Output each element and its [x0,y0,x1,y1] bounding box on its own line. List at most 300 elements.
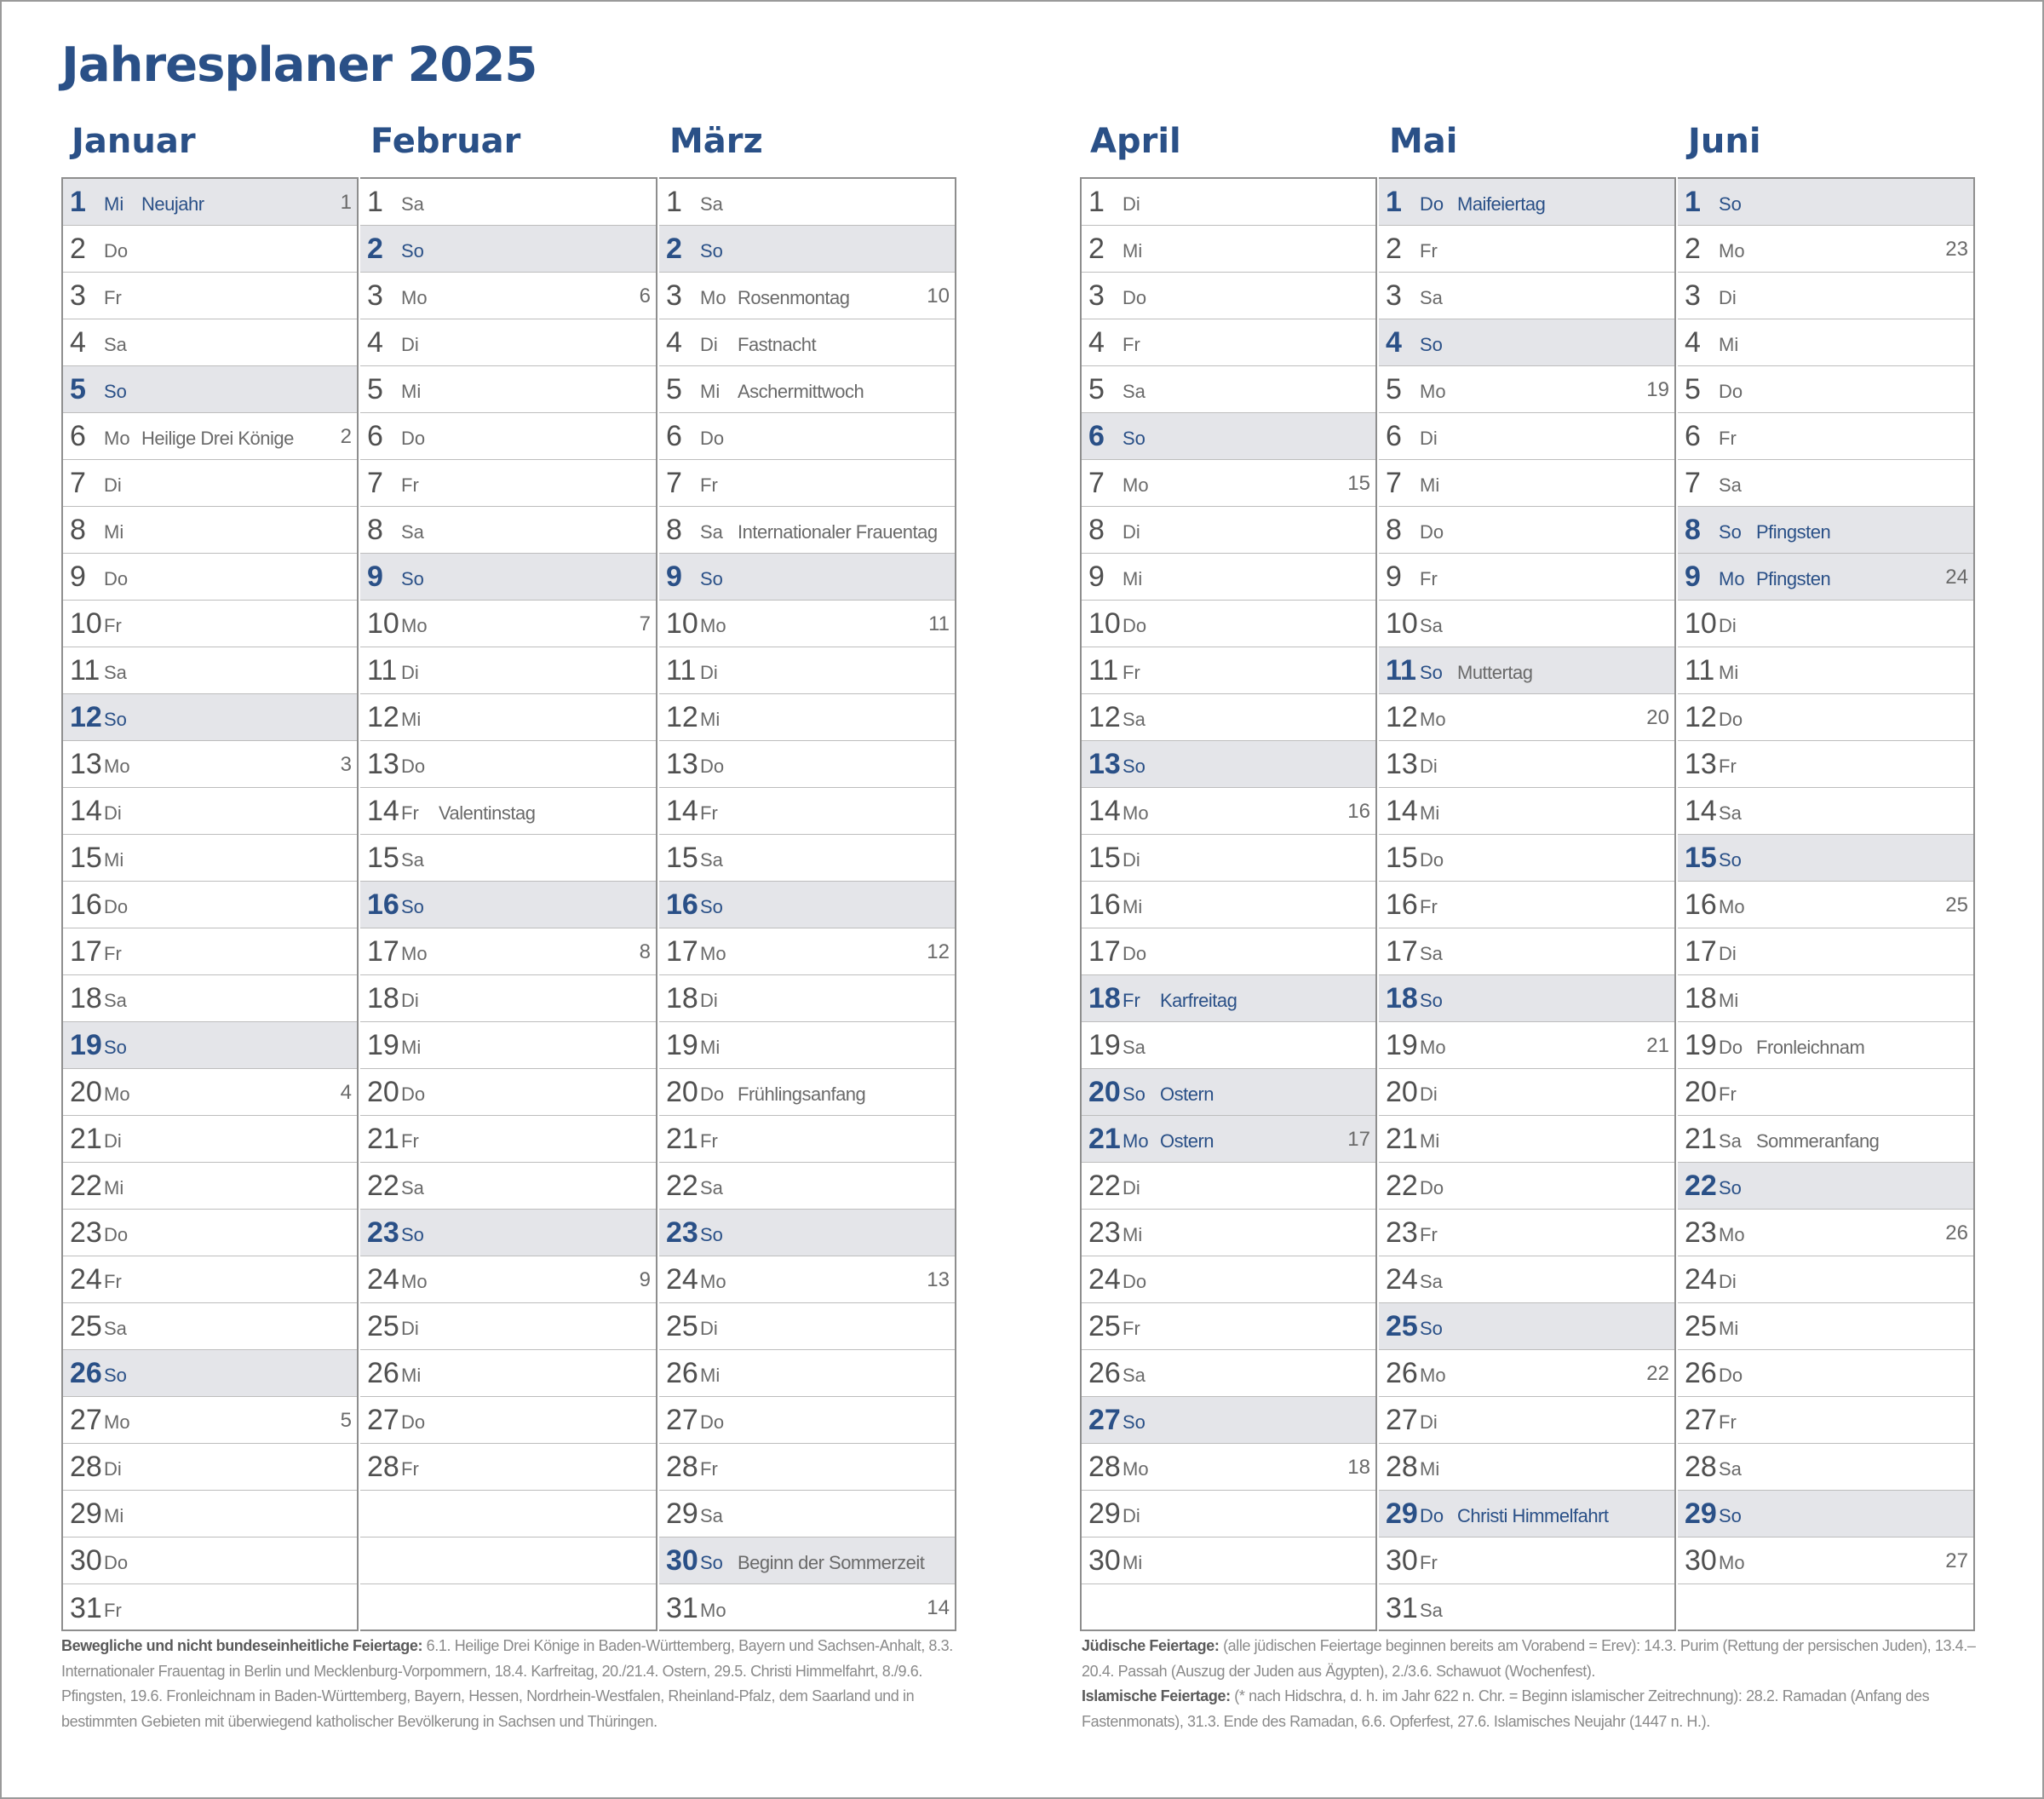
day-row[interactable] [1678,1444,1973,1491]
day-row[interactable] [360,1397,656,1444]
day-number: 4 [666,326,682,359]
day-row[interactable] [1082,226,1375,273]
day-row[interactable] [63,1022,357,1069]
day-row[interactable] [360,1491,656,1537]
day-row[interactable] [360,460,656,507]
day-row[interactable] [63,413,357,460]
weekday: Fr [1719,1411,1737,1433]
day-row[interactable] [1082,554,1375,601]
weekday: Sa [700,521,723,543]
weekday: Mi [1719,990,1739,1011]
day-row[interactable] [1082,507,1375,554]
weekday: So [1122,428,1145,449]
day-row[interactable] [63,694,357,741]
day-row[interactable] [1379,1210,1674,1256]
day-row[interactable] [1678,1584,1973,1631]
day-row[interactable] [1678,694,1973,741]
day-row[interactable] [360,366,656,413]
day-number: 12 [70,701,102,733]
day-number: 31 [70,1591,102,1624]
weekday: Di [700,334,718,355]
day-row[interactable] [63,1444,357,1491]
weekday: Mi [104,521,124,543]
day-row[interactable] [1678,1210,1973,1256]
weekday: Sa [1719,1130,1742,1152]
weekday: Di [104,474,122,496]
day-row[interactable] [659,413,955,460]
day-row[interactable] [1678,366,1973,413]
day-event: Neujahr [141,193,204,215]
day-number: 26 [70,1357,102,1389]
weekday: So [1719,193,1742,215]
day-row[interactable] [1082,1350,1375,1397]
day-number: 28 [1088,1451,1121,1483]
week-number: 23 [1945,238,1968,261]
day-row[interactable] [659,507,955,554]
day-row[interactable] [1082,460,1375,507]
day-row[interactable] [1082,928,1375,975]
day-row[interactable] [1082,1256,1375,1303]
day-row[interactable] [1379,273,1674,319]
day-number: 29 [70,1497,102,1530]
day-number: 5 [70,373,86,405]
day-row[interactable] [63,366,357,413]
day-number: 28 [1386,1451,1418,1483]
day-number: 10 [666,607,698,640]
day-row[interactable] [1082,1584,1375,1631]
day-row[interactable] [1379,1256,1674,1303]
day-row[interactable] [360,835,656,882]
day-row[interactable] [1082,835,1375,882]
day-row[interactable] [360,507,656,554]
day-number: 11 [1386,654,1416,687]
day-row[interactable] [1379,460,1674,507]
day-row[interactable] [1678,1350,1973,1397]
week-number: 8 [639,940,651,963]
day-row[interactable] [360,319,656,366]
day-row[interactable] [63,647,357,694]
day-row[interactable] [1082,1163,1375,1210]
day-row[interactable] [360,601,656,647]
day-number: 10 [367,607,399,640]
day-row[interactable] [360,694,656,741]
day-row[interactable] [659,741,955,788]
day-row[interactable] [1678,460,1973,507]
week-number: 10 [927,285,950,307]
day-row[interactable] [63,507,357,554]
day-row[interactable] [659,975,955,1022]
day-row[interactable] [1082,882,1375,928]
day-row[interactable] [1379,1397,1674,1444]
day-row[interactable] [1678,1491,1973,1537]
day-row[interactable] [1082,179,1375,226]
day-number: 1 [1386,186,1402,218]
month-0 [61,118,359,1631]
day-row[interactable] [1082,975,1375,1022]
day-row[interactable] [659,1584,955,1631]
weekday: Fr [700,802,718,824]
day-row[interactable] [360,1210,656,1256]
day-row[interactable] [659,1397,955,1444]
day-number: 2 [367,233,383,265]
weekday: So [1420,662,1443,683]
day-row[interactable] [1082,1397,1375,1444]
day-row[interactable] [63,273,357,319]
weekday: Do [401,1411,426,1433]
day-row[interactable] [1082,788,1375,835]
weekday: Di [401,1318,419,1339]
day-row[interactable] [63,741,357,788]
day-row[interactable] [1379,694,1674,741]
day-row[interactable] [360,928,656,975]
day-row[interactable] [63,1303,357,1350]
day-row[interactable] [1678,882,1973,928]
day-row[interactable] [1082,1537,1375,1584]
day-row[interactable] [659,1303,955,1350]
day-row[interactable] [360,273,656,319]
day-row[interactable] [1082,1022,1375,1069]
weekday: Mo [1420,1365,1446,1386]
weekday: Sa [104,334,127,355]
day-row[interactable] [659,273,955,319]
day-row[interactable] [63,1537,357,1584]
weekday: Mi [1719,1318,1739,1339]
day-row[interactable] [1379,835,1674,882]
day-number: 9 [367,560,383,593]
day-row[interactable] [659,601,955,647]
day-number: 17 [70,935,102,968]
day-row[interactable] [1678,647,1973,694]
day-number: 2 [1685,233,1701,265]
weekday: Sa [104,990,127,1011]
day-number: 30 [1386,1544,1418,1577]
week-number: 17 [1347,1128,1370,1151]
day-row[interactable] [63,928,357,975]
weekday: Fr [1420,896,1438,917]
week-number: 3 [340,753,352,776]
day-row[interactable] [659,1491,955,1537]
day-row[interactable] [1678,1537,1973,1584]
day-row[interactable] [63,554,357,601]
day-row[interactable] [63,788,357,835]
day-row[interactable] [1379,741,1674,788]
day-row[interactable] [1082,1303,1375,1350]
day-row[interactable] [360,1116,656,1163]
day-row[interactable] [360,975,656,1022]
day-row[interactable] [659,1256,955,1303]
weekday: So [1719,1177,1742,1198]
day-row[interactable] [1678,273,1973,319]
day-row[interactable] [63,1491,357,1537]
day-row[interactable] [63,1256,357,1303]
day-row[interactable] [360,1584,656,1631]
day-row[interactable] [360,226,656,273]
day-number: 9 [1386,560,1402,593]
weekday: Mo [1420,1037,1446,1058]
day-number: 26 [367,1357,399,1389]
day-row[interactable] [659,1210,955,1256]
day-row[interactable] [1678,1163,1973,1210]
day-row[interactable] [63,882,357,928]
day-number: 6 [666,420,682,452]
weekday: So [1420,1318,1443,1339]
month-grid [360,177,657,1631]
day-row[interactable] [1379,554,1674,601]
day-number: 21 [367,1123,399,1155]
weekday: Mo [104,1083,130,1105]
day-row[interactable] [63,1163,357,1210]
day-row[interactable] [63,1584,357,1631]
day-row[interactable] [659,1537,955,1584]
day-row[interactable] [1379,1350,1674,1397]
day-row[interactable] [63,1397,357,1444]
day-number: 1 [1685,186,1701,218]
weekday: Do [401,756,426,777]
day-number: 28 [70,1451,102,1483]
day-row[interactable] [659,1069,955,1116]
day-row[interactable] [1678,413,1973,460]
day-row[interactable] [1379,366,1674,413]
day-number: 7 [367,467,383,499]
day-row[interactable] [360,1022,656,1069]
day-row[interactable] [1082,319,1375,366]
day-number: 11 [666,654,697,687]
weekday: Fr [1420,1552,1438,1573]
day-row[interactable] [63,460,357,507]
day-number: 10 [1685,607,1717,640]
day-row[interactable] [659,460,955,507]
weekday: Mi [401,1365,422,1386]
day-number: 11 [1088,654,1119,687]
day-row[interactable] [360,1303,656,1350]
day-row[interactable] [1379,1163,1674,1210]
weekday: Sa [104,1318,127,1339]
day-row[interactable] [1379,179,1674,226]
month-grid [1379,177,1676,1631]
day-row[interactable] [1678,1303,1973,1350]
day-row[interactable] [360,1069,656,1116]
day-row[interactable] [1678,1116,1973,1163]
weekday: Sa [1122,1365,1145,1386]
day-row[interactable] [360,788,656,835]
day-number: 22 [666,1170,698,1202]
day-row[interactable] [1082,366,1375,413]
weekday: Do [1420,521,1444,543]
day-row[interactable] [659,1163,955,1210]
day-row[interactable] [1379,1303,1674,1350]
day-row[interactable] [1678,179,1973,226]
day-row[interactable] [1082,1069,1375,1116]
day-number: 13 [1685,748,1717,780]
day-row[interactable] [63,1069,357,1116]
weekday: So [104,709,127,730]
day-row[interactable] [659,647,955,694]
day-row[interactable] [360,179,656,226]
day-row[interactable] [360,882,656,928]
weekday: Mi [1420,1130,1440,1152]
day-row[interactable] [1082,647,1375,694]
day-row[interactable] [659,835,955,882]
day-row[interactable] [1082,1444,1375,1491]
day-row[interactable] [1379,1022,1674,1069]
day-row[interactable] [1082,1210,1375,1256]
day-row[interactable] [659,788,955,835]
day-row[interactable] [1678,601,1973,647]
day-row[interactable] [1082,273,1375,319]
day-number: 27 [70,1404,102,1436]
day-row[interactable] [63,319,357,366]
day-number: 25 [1088,1310,1121,1342]
day-row[interactable] [63,179,357,226]
day-row[interactable] [1379,1491,1674,1537]
day-number: 30 [1685,1544,1717,1577]
day-number: 20 [1685,1076,1717,1108]
month-4 [1379,118,1676,1631]
week-number: 13 [927,1268,950,1291]
day-row[interactable] [1082,694,1375,741]
day-row[interactable] [659,319,955,366]
day-number: 20 [70,1076,102,1108]
day-row[interactable] [1379,413,1674,460]
weekday: Sa [1122,1037,1145,1058]
day-row[interactable] [1379,226,1674,273]
day-row[interactable] [1379,1537,1674,1584]
day-number: 21 [1386,1123,1418,1155]
notes-right [1082,1634,1976,1734]
weekday: Mi [1122,1224,1143,1245]
day-event: Heilige Drei Könige [141,428,294,449]
day-row[interactable] [1082,1491,1375,1537]
day-row[interactable] [1678,507,1973,554]
day-row[interactable] [659,366,955,413]
day-row[interactable] [63,226,357,273]
day-row[interactable] [1678,788,1973,835]
day-row[interactable] [659,1350,955,1397]
day-number: 4 [367,326,383,359]
day-number: 7 [70,467,86,499]
day-row[interactable] [1678,741,1973,788]
day-row[interactable] [63,975,357,1022]
day-row[interactable] [1379,882,1674,928]
day-row[interactable] [360,554,656,601]
day-number: 20 [1088,1076,1121,1108]
day-row[interactable] [659,554,955,601]
day-number: 9 [70,560,86,593]
day-number: 2 [666,233,682,265]
day-number: 4 [1386,326,1402,359]
weekday: Di [1719,287,1737,308]
day-row[interactable] [1678,554,1973,601]
day-number: 29 [666,1497,698,1530]
day-row[interactable] [1379,1116,1674,1163]
weekday: Do [700,1083,725,1105]
day-row[interactable] [1379,788,1674,835]
weekday: Do [1420,1505,1444,1526]
day-row[interactable] [659,882,955,928]
day-number: 24 [1685,1263,1717,1296]
day-number: 14 [666,795,698,827]
day-row[interactable] [1678,1069,1973,1116]
day-row[interactable] [1678,1022,1973,1069]
day-row[interactable] [659,1022,955,1069]
day-row[interactable] [659,1116,955,1163]
month-1 [360,118,657,1631]
day-row[interactable] [63,601,357,647]
day-row[interactable] [1379,319,1674,366]
day-row[interactable] [360,1444,656,1491]
day-row[interactable] [1379,1069,1674,1116]
weekday: Sa [1719,1458,1742,1480]
day-row[interactable] [1379,1584,1674,1631]
day-row[interactable] [1678,835,1973,882]
day-row[interactable] [360,1256,656,1303]
day-row[interactable] [1678,1397,1973,1444]
day-number: 16 [1685,888,1717,921]
weekday: Mo [1719,896,1745,917]
day-row[interactable] [63,1116,357,1163]
day-row[interactable] [1379,647,1674,694]
day-row[interactable] [1379,507,1674,554]
day-row[interactable] [659,1444,955,1491]
day-row[interactable] [360,1163,656,1210]
weekday: Mo [104,756,130,777]
weekday: Mo [1719,1224,1745,1245]
day-row[interactable] [360,413,656,460]
day-event: Pfingsten [1756,568,1831,589]
day-number: 12 [1685,701,1717,733]
day-row[interactable] [63,835,357,882]
day-row[interactable] [1678,319,1973,366]
day-number: 14 [1088,795,1121,827]
day-row[interactable] [1082,601,1375,647]
day-row[interactable] [659,226,955,273]
day-row[interactable] [1082,741,1375,788]
day-row[interactable] [659,694,955,741]
month-name: Mai [1389,122,1458,161]
weekday: Mi [1122,240,1143,262]
day-row[interactable] [63,1350,357,1397]
week-number: 12 [927,940,950,963]
day-row[interactable] [659,928,955,975]
day-row[interactable] [1082,1116,1375,1163]
day-row[interactable] [1678,928,1973,975]
day-row[interactable] [63,1210,357,1256]
weekday: So [700,1224,723,1245]
day-number: 8 [1685,514,1701,546]
day-event: Christi Himmelfahrt [1457,1505,1609,1526]
day-number: 8 [70,514,86,546]
day-row[interactable] [360,1537,656,1584]
day-row[interactable] [1379,601,1674,647]
day-row[interactable] [1678,975,1973,1022]
day-row[interactable] [360,1350,656,1397]
day-event: Aschermittwoch [738,381,864,402]
weekday: Do [1719,1037,1743,1058]
day-row[interactable] [1678,1256,1973,1303]
day-row[interactable] [1379,1444,1674,1491]
day-row[interactable] [1379,928,1674,975]
weekday: Fr [1420,1224,1438,1245]
day-row[interactable] [659,179,955,226]
day-row[interactable] [1082,413,1375,460]
day-row[interactable] [1379,975,1674,1022]
day-row[interactable] [1678,226,1973,273]
day-row[interactable] [360,647,656,694]
day-number: 24 [1088,1263,1121,1296]
day-row[interactable] [360,741,656,788]
day-number: 8 [1088,514,1105,546]
weekday: So [700,240,723,262]
